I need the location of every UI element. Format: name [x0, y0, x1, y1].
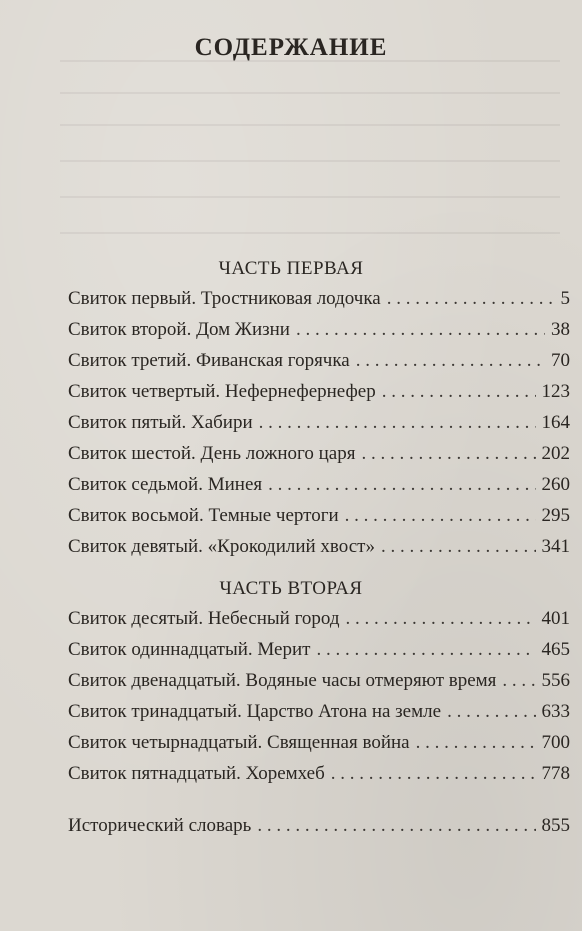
toc-entry-title: Свиток восьмой. Темные чертоги — [68, 505, 339, 526]
toc-entry[interactable] — [68, 319, 570, 350]
show-through-line — [60, 160, 560, 162]
leader-dots — [381, 536, 536, 558]
toc-entry[interactable] — [68, 732, 570, 763]
leader-dots — [356, 350, 545, 372]
toc-entry-page: 202 — [541, 443, 570, 464]
toc-entry-title: Свиток третий. Фиванская горячка — [68, 350, 350, 371]
toc-entry[interactable] — [68, 288, 570, 319]
part-two-toc — [68, 608, 570, 794]
show-through-line — [60, 196, 560, 198]
toc-entry-page: 123 — [541, 381, 570, 402]
toc-entry-title: Свиток пятый. Хабири — [68, 412, 253, 433]
toc-entry-title: Свиток десятый. Небесный город — [68, 608, 340, 629]
toc-entry-page: 556 — [541, 670, 570, 691]
show-through-line — [60, 124, 560, 126]
leader-dots — [387, 288, 555, 310]
leader-dots — [316, 639, 535, 661]
leader-dots — [382, 381, 536, 403]
leader-dots — [502, 670, 535, 692]
toc-entry[interactable] — [68, 412, 570, 443]
toc-entry[interactable] — [68, 815, 570, 846]
toc-entry-title: Свиток четырнадцатый. Священная война — [68, 732, 410, 753]
toc-entry[interactable] — [68, 701, 570, 732]
toc-entry-page: 295 — [541, 505, 570, 526]
toc-entry-title: Свиток девятый. «Крокодилий хвост» — [68, 536, 375, 557]
toc-entry-page: 260 — [541, 474, 570, 495]
toc-entry-page: 700 — [541, 732, 570, 753]
toc-entry[interactable] — [68, 443, 570, 474]
leader-dots — [447, 701, 535, 723]
toc-entry-page: 778 — [541, 763, 570, 784]
toc-entry[interactable] — [68, 381, 570, 412]
toc-entry[interactable] — [68, 608, 570, 639]
toc-entry[interactable] — [68, 350, 570, 381]
toc-entry-title: Свиток пятнадцатый. Хоремхеб — [68, 763, 325, 784]
toc-entry-title: Свиток тринадцатый. Царство Атона на земле — [68, 701, 442, 722]
toc-entry[interactable] — [68, 505, 570, 536]
leader-dots — [346, 608, 536, 630]
toc-entry-title: Свиток седьмой. Минея — [68, 474, 263, 495]
toc-entry-page: 38 — [551, 319, 570, 340]
leader-dots — [416, 732, 536, 754]
page-title: СОДЕРЖАНИЕ — [194, 34, 388, 61]
toc-entry-page: 341 — [541, 536, 570, 557]
toc-entry-title: Свиток одиннадцатый. Мерит — [68, 639, 311, 660]
toc-entry-title: Свиток четвертый. Нефернефернефер — [68, 381, 376, 402]
toc-entry-title: Свиток шестой. День ложного царя — [68, 443, 356, 464]
show-through-line — [60, 92, 560, 94]
toc-entry[interactable] — [68, 763, 570, 794]
toc-entry-page: 5 — [560, 288, 570, 309]
toc-entry-title: Свиток двенадцатый. Водяные часы отмеряют время — [68, 670, 497, 691]
leader-dots — [257, 815, 535, 837]
toc-entry-page: 401 — [541, 608, 570, 629]
leader-dots — [331, 763, 536, 785]
toc-entry[interactable] — [68, 536, 570, 567]
leader-dots — [296, 319, 545, 341]
leader-dots — [361, 443, 535, 465]
leader-dots — [259, 412, 536, 434]
toc-entry-title: Исторический словарь — [68, 815, 252, 836]
leader-dots — [345, 505, 536, 527]
part-two-heading: ЧАСТЬ ВТОРАЯ — [219, 578, 363, 599]
toc-entry-page: 164 — [541, 412, 570, 433]
toc-entry[interactable] — [68, 639, 570, 670]
toc-entry-title: Свиток первый. Тростниковая лодочка — [68, 288, 381, 309]
toc-entry-title: Свиток второй. Дом Жизни — [68, 319, 290, 340]
toc-entry-page: 465 — [541, 639, 570, 660]
part-one-toc — [68, 288, 570, 567]
appendix-toc — [68, 815, 570, 846]
toc-entry-page: 633 — [541, 701, 570, 722]
leader-dots — [268, 474, 535, 496]
toc-entry[interactable] — [68, 474, 570, 505]
toc-entry-page: 855 — [541, 815, 570, 836]
toc-entry[interactable] — [68, 670, 570, 701]
part-one-heading: ЧАСТЬ ПЕРВАЯ — [218, 258, 364, 279]
show-through-line — [60, 232, 560, 234]
toc-entry-page: 70 — [551, 350, 570, 371]
